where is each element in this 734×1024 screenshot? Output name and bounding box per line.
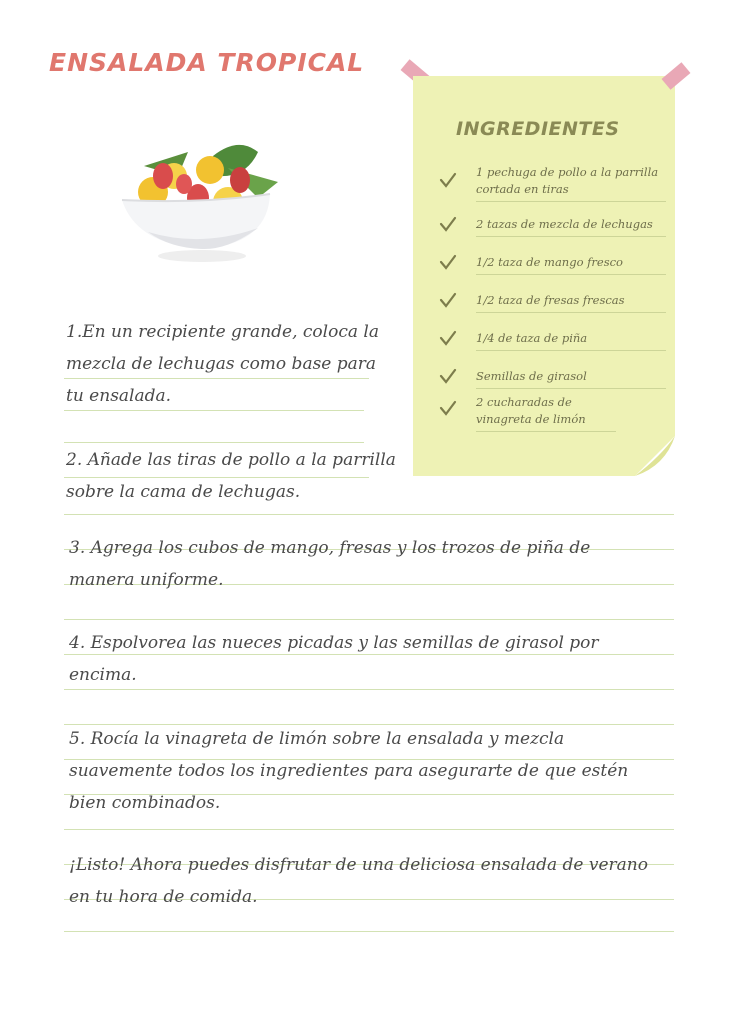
step-4: 4. Espolvorea las nueces picadas y las semillas de girasol por encima. [69, 633, 599, 685]
ruled-line [64, 931, 674, 932]
step-2: 2. Añade las tiras de pollo a la parrilla sobre la cama de lechugas. [66, 450, 396, 502]
step-1: 1.En un recipiente grande, coloca la mezcla de lechugas como base para tu ensalada. [66, 322, 379, 406]
ruled-line [64, 442, 364, 443]
check-icon [438, 368, 458, 386]
step-5: 5. Rocía la vinagreta de limón sobre la ensalada y mezcla suavemente todos los ingredientes para asegurarte de que estén bien combinados. [69, 729, 629, 813]
ingredient-label: 1/2 taza de fresas frescas [476, 292, 666, 313]
check-icon [438, 216, 458, 234]
step-3: 3. Agrega los cubos de mango, fresas y los trozos de piña de manera uniforme. [69, 538, 591, 590]
ruled-line [64, 829, 674, 830]
ruled-line [64, 514, 674, 515]
ingredient-label: 1 pechuga de pollo a la parrilla cortada en tiras [476, 164, 666, 202]
check-icon [438, 330, 458, 348]
check-icon [438, 292, 458, 310]
check-icon [438, 400, 458, 418]
ingredient-label: 1/2 taza de mango fresco [476, 254, 666, 275]
check-icon [438, 172, 458, 190]
ingredient-label: Semillas de girasol [476, 368, 666, 389]
page-curl [635, 436, 675, 476]
ruled-line [64, 619, 674, 620]
check-icon [438, 254, 458, 272]
ingredient-label: 1/4 de taza de piña [476, 330, 666, 351]
closing-note: ¡Listo! Ahora puedes disfrutar de una deliciosa ensalada de verano en tu hora de comida. [69, 855, 648, 907]
ingredient-label: 2 tazas de mezcla de lechugas [476, 216, 666, 237]
ingredients-title: INGREDIENTES [456, 118, 620, 140]
salad-bowl-icon [118, 132, 288, 267]
ingredient-label: 2 cucharadas de vinagreta de limón [476, 394, 616, 432]
recipe-title: ENSALADA TROPICAL [49, 48, 365, 77]
